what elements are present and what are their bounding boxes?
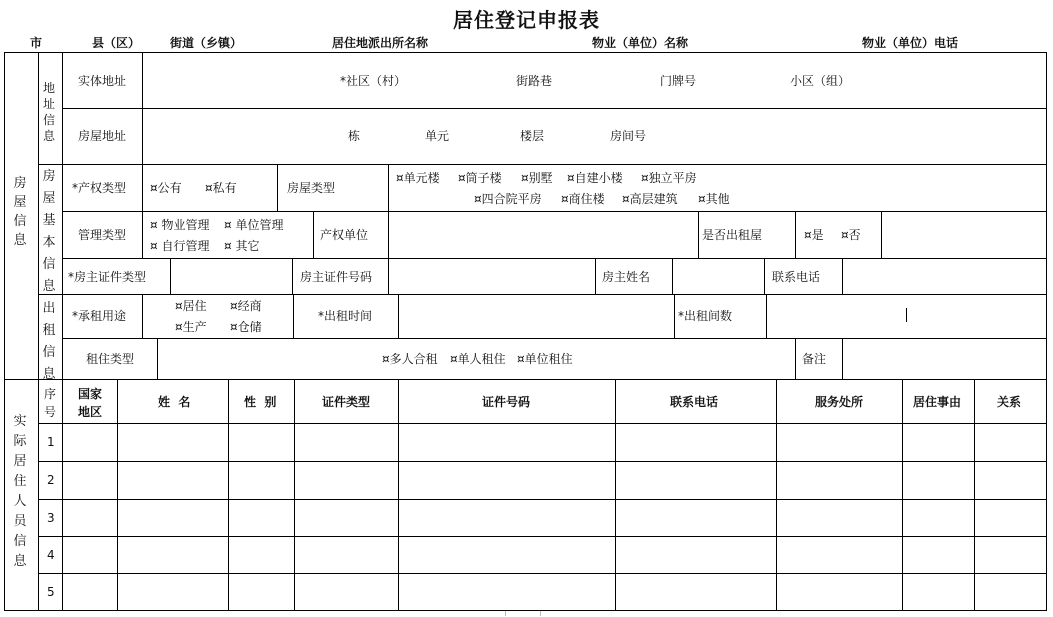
rent-unit-checkbox[interactable]: ¤单位租住 (517, 352, 573, 366)
house-address-label: 房屋地址 (78, 129, 127, 143)
col-service-place: 服务处所 (815, 395, 864, 409)
header-property-name: 物业（单位）名称 (592, 36, 689, 50)
contact-phone-label: 联系电话 (772, 270, 821, 284)
row-number: 2 (47, 473, 55, 487)
mgmt-unit-checkbox[interactable]: ¤ 单位管理 (224, 218, 284, 232)
house-type-option[interactable]: ¤单元楼 (396, 171, 440, 185)
rent-single-checkbox[interactable]: ¤单人租住 (450, 352, 506, 366)
usage-produce-checkbox[interactable]: ¤生产 (175, 320, 207, 334)
mgmt-self-checkbox[interactable]: ¤ 自行管理 (150, 239, 210, 253)
header-city: 市 (30, 36, 43, 50)
house-type-option[interactable]: ¤筒子楼 (458, 171, 502, 185)
house-type-option[interactable]: ¤别墅 (521, 171, 553, 185)
col-phone: 联系电话 (670, 395, 719, 409)
rent-rooms-label: *出租间数 (678, 309, 733, 323)
owner-name-label: 房主姓名 (602, 270, 651, 284)
ownership-private-checkbox[interactable]: ¤私有 (205, 181, 237, 195)
rented-no-checkbox[interactable]: ¤否 (841, 228, 861, 242)
header-property-phone: 物业（单位）电话 (862, 36, 959, 50)
house-type-option[interactable]: ¤高层建筑 (622, 192, 678, 206)
rented-yes-checkbox[interactable]: ¤是 (804, 228, 824, 242)
row-number: 5 (47, 585, 55, 599)
owner-id-number-label: 房主证件号码 (300, 270, 373, 284)
management-type-label: 管理类型 (78, 228, 127, 242)
section-address-info: 地址信息 (42, 81, 55, 143)
row-number: 3 (47, 511, 55, 525)
col-country: 国家地区 (78, 387, 103, 419)
rent-multi-checkbox[interactable]: ¤多人合租 (382, 352, 438, 366)
mgmt-property-checkbox[interactable]: ¤ 物业管理 (150, 218, 210, 232)
rent-usage-label: *承租用途 (72, 309, 127, 323)
community-label: *社区（村） (340, 74, 407, 88)
usage-storage-checkbox[interactable]: ¤仓储 (230, 320, 262, 334)
col-seq: 序号 (44, 387, 57, 419)
header-police-station: 居住地派出所名称 (332, 36, 429, 50)
building-label: 栋 (348, 129, 361, 143)
header-county: 县（区） (92, 36, 141, 50)
owner-unit-label: 产权单位 (320, 228, 369, 242)
rent-type-label: 租住类型 (86, 352, 135, 366)
remark-label: 备注 (802, 352, 827, 366)
house-type-option[interactable]: ¤其他 (698, 192, 730, 206)
house-type-option[interactable]: ¤独立平房 (641, 171, 697, 185)
room-label: 房间号 (610, 129, 647, 143)
col-name: 姓 名 (158, 395, 191, 409)
road-label: 街路巷 (516, 74, 553, 88)
floor-label: 楼层 (520, 129, 545, 143)
row-number: 1 (47, 435, 55, 449)
col-gender: 性 别 (244, 395, 277, 409)
section-house-info: 房屋信息 (13, 176, 27, 248)
district-label: 小区（组） (790, 74, 851, 88)
row-number: 4 (47, 548, 55, 562)
text-cursor (906, 308, 907, 322)
house-type-option[interactable]: ¤四合院平房 (474, 192, 542, 206)
ownership-public-checkbox[interactable]: ¤公有 (150, 181, 182, 195)
house-type-option[interactable]: ¤自建小楼 (567, 171, 623, 185)
rent-time-label: *出租时间 (318, 309, 373, 323)
section-basic-info: 房屋基本信息 (42, 169, 56, 294)
ownership-type-label: *产权类型 (72, 181, 127, 195)
door-number-label: 门牌号 (660, 74, 697, 88)
header-street: 街道（乡镇） (170, 36, 243, 50)
form-title: 居住登记申报表 (453, 8, 600, 32)
entity-address-label: 实体地址 (78, 74, 127, 88)
col-reason: 居住事由 (913, 395, 962, 409)
usage-business-checkbox[interactable]: ¤经商 (230, 299, 262, 313)
section-rent-info: 出租信息 (42, 301, 56, 382)
is-rented-label: 是否出租屋 (702, 228, 763, 242)
col-id-number: 证件号码 (482, 395, 531, 409)
house-type-label: 房屋类型 (287, 181, 336, 195)
mgmt-other-checkbox[interactable]: ¤ 其它 (224, 239, 260, 253)
house-type-option[interactable]: ¤商住楼 (561, 192, 605, 206)
col-id-type: 证件类型 (322, 395, 371, 409)
col-relation: 关系 (997, 395, 1022, 409)
owner-id-type-label: *房主证件类型 (68, 270, 147, 284)
usage-live-checkbox[interactable]: ¤居住 (175, 299, 207, 313)
unit-label: 单元 (425, 129, 450, 143)
section-residents: 实际居住人员信息 (13, 414, 27, 569)
